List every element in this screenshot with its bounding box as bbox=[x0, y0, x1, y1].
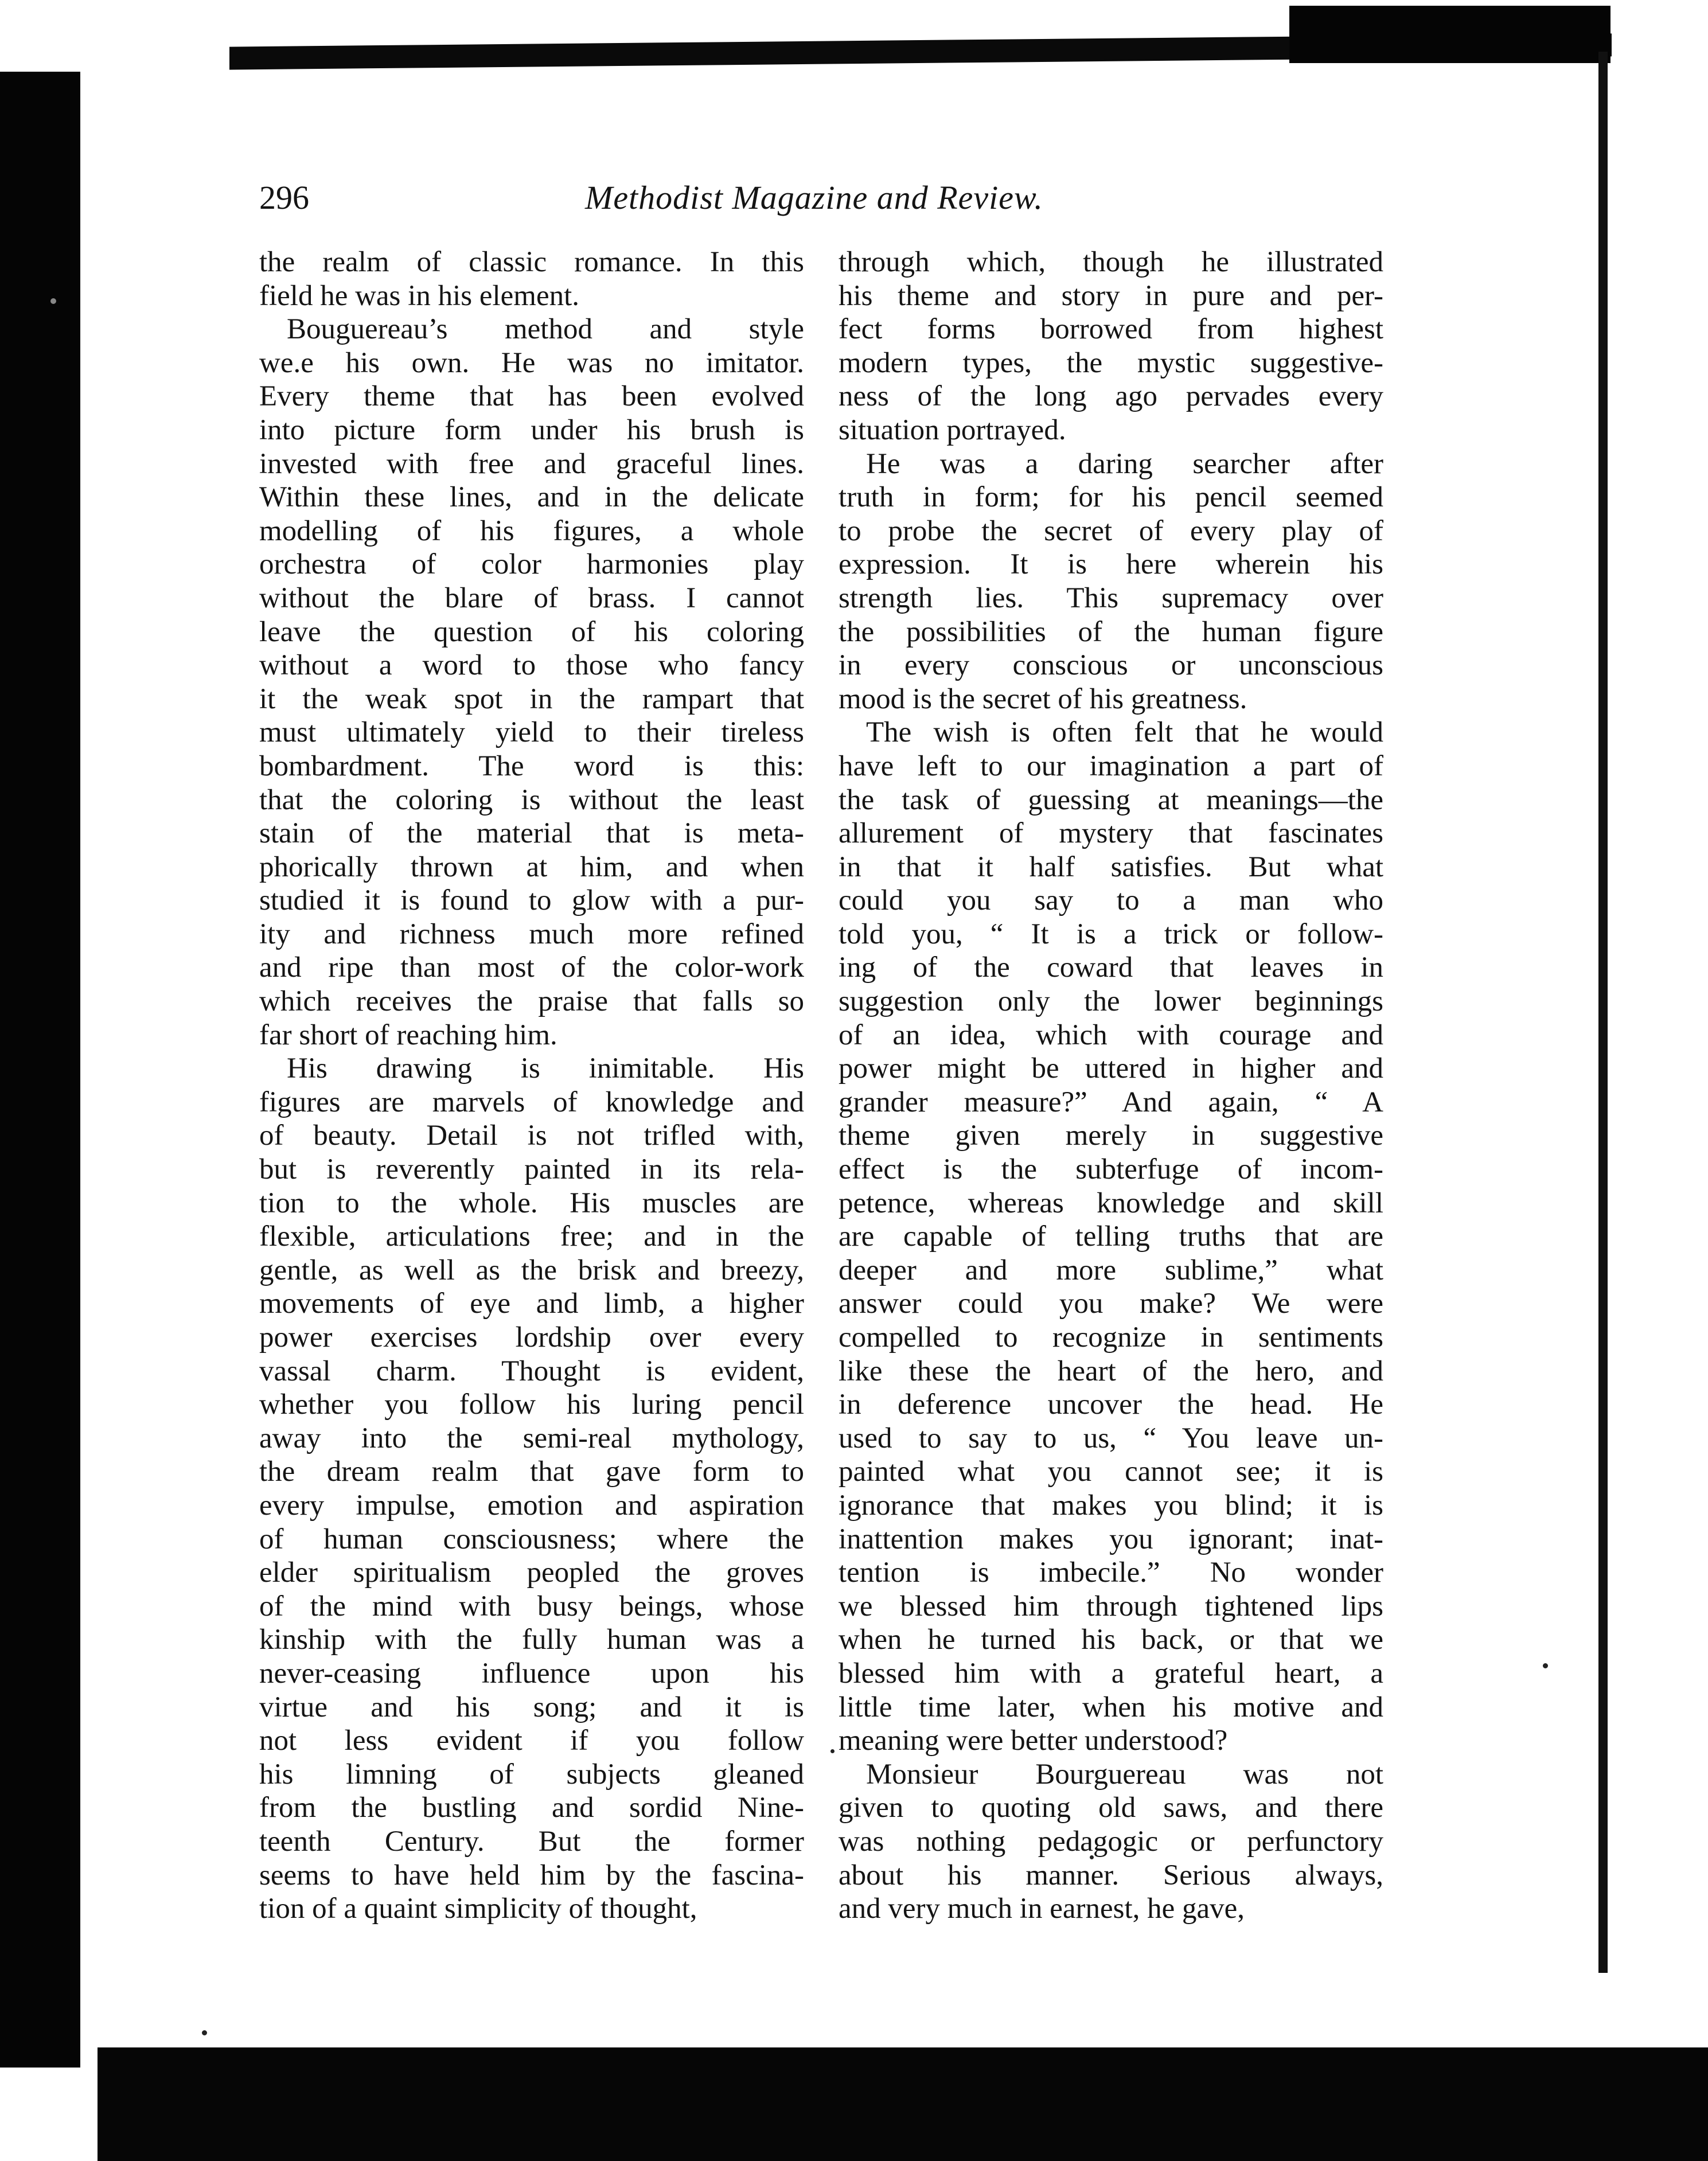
text-line: orchestra of color harmonies play bbox=[259, 548, 804, 581]
text-line: given to quoting old saws, and there bbox=[839, 1792, 1383, 1824]
text-line: teenth Century. But the former bbox=[259, 1825, 804, 1858]
text-line: the possibilities of the human figure bbox=[839, 615, 1383, 648]
text-line: meaning were better understood? bbox=[839, 1725, 1228, 1757]
text-line: used to say to us, “ You leave un- bbox=[839, 1422, 1383, 1454]
text-line: strength lies. This supremacy over bbox=[839, 582, 1383, 614]
text-line: studied it is found to glow with a pur- bbox=[259, 884, 804, 917]
text-line: his limning of subjects gleaned bbox=[259, 1758, 804, 1791]
text-line: bombardment. The word is this: bbox=[259, 750, 804, 782]
text-line: gentle, as well as the brisk and breezy, bbox=[259, 1254, 804, 1286]
text-line: Monsieur Bourguereau was not bbox=[866, 1758, 1383, 1791]
text-line: power exercises lordship over every bbox=[259, 1321, 804, 1353]
scan-speck bbox=[1543, 1663, 1548, 1668]
paragraph bbox=[259, 245, 804, 313]
text-line: modelling of his figures, a whole bbox=[259, 514, 804, 547]
scan-border-left bbox=[0, 72, 80, 2068]
text-line: deeper and more sublime,” what bbox=[839, 1254, 1383, 1286]
text-line: whether you follow his luring pencil bbox=[259, 1388, 804, 1421]
text-line: seems to have held him by the fascina- bbox=[259, 1859, 804, 1891]
text-line: the task of guessing at meanings—the bbox=[839, 783, 1383, 816]
scan-speck bbox=[830, 1749, 834, 1753]
text-line: elder spiritualism peopled the groves bbox=[259, 1557, 804, 1589]
text-line: his theme and story in pure and per- bbox=[839, 279, 1383, 312]
text-line: stain of the material that is meta- bbox=[259, 817, 804, 850]
text-line: every impulse, emotion and aspiration bbox=[259, 1489, 804, 1522]
text-line: but is reverently painted in its rela- bbox=[259, 1153, 804, 1186]
text-line: was nothing pedagogic or perfunctory bbox=[839, 1825, 1383, 1858]
text-line: kinship with the fully human was a bbox=[259, 1624, 804, 1656]
text-line: tention is imbecile.” No wonder bbox=[839, 1557, 1383, 1589]
text-line: like these the heart of the hero, and bbox=[839, 1355, 1383, 1387]
text-line: and very much in earnest, he gave, bbox=[839, 1893, 1245, 1925]
text-line: flexible, articulations free; and in the bbox=[259, 1220, 804, 1253]
paragraph bbox=[259, 313, 804, 1052]
text-line: through which, though he illustrated bbox=[839, 246, 1383, 278]
text-line: the realm of classic romance. In this bbox=[259, 246, 804, 278]
text-line: grander measure?” And again, “ A bbox=[839, 1086, 1383, 1118]
left-column bbox=[259, 245, 804, 1926]
scan-border-bottom bbox=[98, 2047, 1708, 2161]
text-line: we blessed him through tightened lips bbox=[839, 1590, 1383, 1622]
text-line: Within these lines, and in the delicate bbox=[259, 481, 804, 514]
scan-speck bbox=[50, 298, 56, 304]
text-line: figures are marvels of knowledge and bbox=[259, 1086, 804, 1118]
right-column bbox=[839, 245, 1383, 1926]
text-line: and ripe than most of the color-work bbox=[259, 951, 804, 984]
text-line: modern types, the mystic suggestive- bbox=[839, 346, 1383, 379]
text-line: truth in form; for his pencil seemed bbox=[839, 481, 1383, 514]
text-line: ignorance that makes you blind; it is bbox=[839, 1489, 1383, 1522]
scan-border-right bbox=[1598, 52, 1608, 1973]
text-line: allurement of mystery that fascinates bbox=[839, 817, 1383, 850]
text-line: phorically thrown at him, and when bbox=[259, 851, 804, 883]
text-line: tion of a quaint simplicity of thought, bbox=[259, 1893, 697, 1925]
running-title: Methodist Magazine and Review. bbox=[585, 179, 1043, 216]
text-line: that the coloring is without the least bbox=[259, 783, 804, 816]
text-line: could you say to a man who bbox=[839, 884, 1383, 917]
text-line: it the weak spot in the rampart that bbox=[259, 682, 804, 715]
text-line: invested with free and graceful lines. bbox=[259, 447, 804, 480]
text-line: of human consciousness; where the bbox=[259, 1523, 804, 1555]
text-line: have left to our imagination a part of bbox=[839, 750, 1383, 782]
text-line: little time later, when his motive and bbox=[839, 1691, 1383, 1723]
text-line: away into the semi-real mythology, bbox=[259, 1422, 804, 1454]
text-line: from the bustling and sordid Nine- bbox=[259, 1792, 804, 1824]
text-line: without the blare of brass. I cannot bbox=[259, 582, 804, 614]
scan-border-top-right bbox=[1289, 6, 1610, 63]
text-line: not less evident if you follow bbox=[259, 1725, 804, 1757]
text-line: to probe the secret of every play of bbox=[839, 514, 1383, 547]
text-line: of beauty. Detail is not trifled with, bbox=[259, 1119, 804, 1152]
text-line: Bouguereau’s method and style bbox=[287, 313, 804, 346]
text-line: the dream realm that gave form to bbox=[259, 1456, 804, 1488]
text-line: are capable of telling truths that are bbox=[839, 1220, 1383, 1253]
text-line: far short of reaching him. bbox=[259, 1019, 557, 1051]
text-line: ness of the long ago pervades every bbox=[839, 380, 1383, 413]
text-line: without a word to those who fancy bbox=[259, 649, 804, 682]
paragraph bbox=[839, 245, 1383, 447]
paragraph bbox=[839, 1758, 1383, 1926]
text-line: movements of eye and limb, a higher bbox=[259, 1288, 804, 1320]
text-line: about his manner. Serious always, bbox=[839, 1859, 1383, 1891]
text-line: suggestion only the lower beginnings bbox=[839, 985, 1383, 1018]
text-line: field he was in his element. bbox=[259, 279, 580, 312]
text-line: leave the question of his coloring bbox=[259, 615, 804, 648]
text-line: blessed him with a grateful heart, a bbox=[839, 1657, 1383, 1690]
text-line: we.e his own. He was no imitator. bbox=[259, 346, 804, 379]
text-line: in every conscious or unconscious bbox=[839, 649, 1383, 682]
text-line: when he turned his back, or that we bbox=[839, 1624, 1383, 1656]
text-line: effect is the subterfuge of incom- bbox=[839, 1153, 1383, 1186]
paragraph bbox=[839, 716, 1383, 1757]
text-line: virtue and his song; and it is bbox=[259, 1691, 804, 1723]
text-line: His drawing is inimitable. His bbox=[287, 1052, 804, 1085]
text-line: ity and richness much more refined bbox=[259, 918, 804, 950]
text-line: Every theme that has been evolved bbox=[259, 380, 804, 413]
text-line: theme given merely in suggestive bbox=[839, 1119, 1383, 1152]
text-line: which receives the praise that falls so bbox=[259, 985, 804, 1018]
text-line: compelled to recognize in sentiments bbox=[839, 1321, 1383, 1353]
text-line: ing of the coward that leaves in bbox=[839, 951, 1383, 984]
text-line: in that it half satisfies. But what bbox=[839, 851, 1383, 883]
text-line: of an idea, which with courage and bbox=[839, 1019, 1383, 1051]
text-line: told you, “ It is a trick or follow- bbox=[839, 918, 1383, 950]
text-line: must ultimately yield to their tireless bbox=[259, 716, 804, 749]
paragraph bbox=[839, 447, 1383, 716]
text-line: into picture form under his brush is bbox=[259, 414, 804, 446]
text-line: in deference uncover the head. He bbox=[839, 1388, 1383, 1421]
text-line: The wish is often felt that he would bbox=[866, 716, 1383, 749]
text-line: never-ceasing influence upon his bbox=[259, 1657, 804, 1690]
text-line: He was a daring searcher after bbox=[866, 447, 1383, 480]
text-line: vassal charm. Thought is evident, bbox=[259, 1355, 804, 1387]
text-line: tion to the whole. His muscles are bbox=[259, 1187, 804, 1219]
text-line: power might be uttered in higher and bbox=[839, 1052, 1383, 1085]
text-line: of the mind with busy beings, whose bbox=[259, 1590, 804, 1622]
page-number: 296 bbox=[259, 179, 309, 216]
scan-speck bbox=[202, 2030, 207, 2035]
text-line: answer could you make? We were bbox=[839, 1288, 1383, 1320]
text-line: painted what you cannot see; it is bbox=[839, 1456, 1383, 1488]
text-line: petence, whereas knowledge and skill bbox=[839, 1187, 1383, 1219]
text-line: fect forms borrowed from highest bbox=[839, 313, 1383, 346]
text-line: mood is the secret of his greatness. bbox=[839, 682, 1247, 715]
text-line: situation portrayed. bbox=[839, 414, 1066, 446]
paragraph bbox=[259, 1052, 804, 1925]
text-line: inattention makes you ignorant; inat- bbox=[839, 1523, 1383, 1555]
text-line: expression. It is here wherein his bbox=[839, 548, 1383, 581]
